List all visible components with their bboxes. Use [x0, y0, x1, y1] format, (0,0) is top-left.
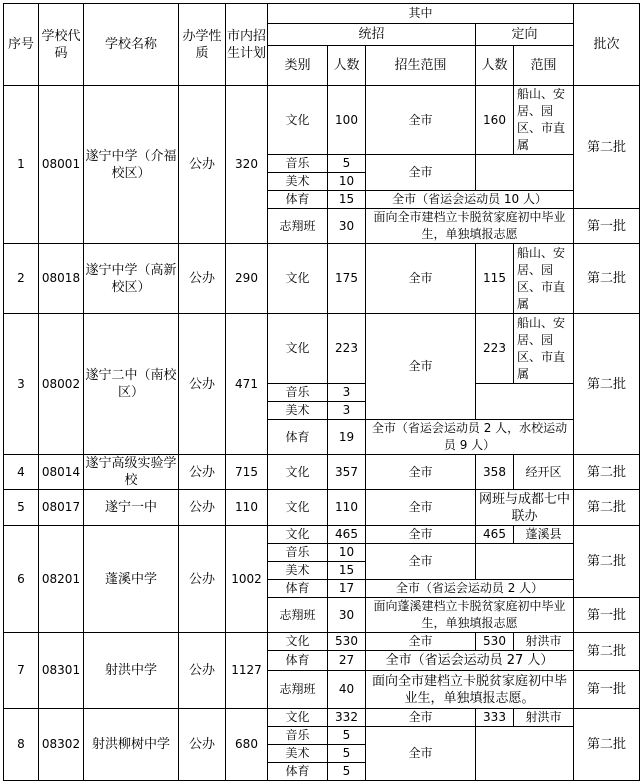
header-unified: 统招 — [268, 24, 476, 46]
cell-school-name: 遂宁中学（介福校区） — [84, 86, 179, 244]
cell-directed-empty — [476, 384, 574, 420]
header-row-1 — [4, 4, 640, 24]
cell-persons: 3 — [328, 384, 366, 402]
cell-seq: 3 — [4, 314, 39, 455]
cell-seq: 1 — [4, 86, 39, 244]
cell-school-name: 遂宁二中（南校区） — [84, 314, 179, 455]
cell-directed-persons: 530 — [476, 633, 514, 651]
cell-persons: 332 — [328, 709, 366, 727]
cell-persons: 5 — [328, 745, 366, 763]
cell-category: 文化 — [268, 314, 328, 384]
cell-category: 美术 — [268, 745, 328, 763]
cell-persons: 530 — [328, 633, 366, 651]
cell-directed-persons: 333 — [476, 709, 514, 727]
cell-scope: 全市 — [366, 86, 476, 155]
header-name: 学校名称 — [84, 4, 179, 86]
cell-category: 美术 — [268, 173, 328, 191]
cell-batch: 第一批 — [574, 209, 640, 244]
cell-code: 08017 — [39, 490, 84, 526]
cell-persons: 30 — [328, 598, 366, 633]
table-row — [4, 244, 640, 314]
cell-scope: 全市 — [366, 727, 476, 781]
cell-scope: 全市（省运会运动员 2 人） — [366, 580, 574, 598]
cell-directed-empty — [476, 544, 574, 580]
cell-persons: 19 — [328, 420, 366, 455]
cell-scope: 全市 — [366, 314, 476, 420]
cell-school-name: 遂宁中学（高新校区） — [84, 244, 179, 314]
cell-persons: 15 — [328, 191, 366, 209]
cell-category: 体育 — [268, 651, 328, 671]
cell-directed-persons: 358 — [476, 455, 514, 490]
cell-persons: 465 — [328, 526, 366, 544]
cell-scope: 面向全市建档立卡脱贫家庭初中毕业生，单独填报志愿。 — [366, 671, 574, 709]
cell-persons: 40 — [328, 671, 366, 709]
cell-directed-empty — [476, 727, 574, 781]
cell-category: 体育 — [268, 580, 328, 598]
cell-directed-persons: 115 — [476, 244, 514, 314]
cell-persons: 223 — [328, 314, 366, 384]
cell-category: 文化 — [268, 490, 328, 526]
cell-scope: 面向蓬溪建档立卡脱贫家庭初中毕业生，单独填报志愿 — [366, 598, 574, 633]
table-row — [4, 526, 640, 544]
table-row — [4, 455, 640, 490]
cell-seq: 8 — [4, 709, 39, 781]
cell-scope: 全市（省运会运动员 2 人，水校运动员 9 人） — [366, 420, 574, 455]
cell-batch: 第二批 — [574, 86, 640, 209]
cell-scope: 全市 — [366, 709, 476, 727]
cell-persons: 175 — [328, 244, 366, 314]
header-persons: 人数 — [328, 46, 366, 86]
cell-directed-note: 网班与成都七中联办 — [476, 490, 574, 526]
cell-scope: 面向全市建档立卡脱贫家庭初中毕业生，单独填报志愿 — [366, 209, 574, 244]
cell-directed-persons: 223 — [476, 314, 514, 384]
cell-code: 08201 — [39, 526, 84, 633]
cell-category: 体育 — [268, 191, 328, 209]
cell-directed-range: 船山、安居、园区、市直属 — [514, 244, 574, 314]
cell-persons: 30 — [328, 209, 366, 244]
cell-nature: 公办 — [179, 633, 226, 709]
cell-category: 体育 — [268, 420, 328, 455]
cell-plan: 290 — [226, 244, 268, 314]
cell-batch: 第二批 — [574, 490, 640, 526]
header-nature: 办学性质 — [179, 4, 226, 86]
cell-category: 音乐 — [268, 155, 328, 173]
cell-batch: 第二批 — [574, 709, 640, 781]
cell-scope: 全市 — [366, 155, 476, 191]
cell-batch: 第二批 — [574, 314, 640, 455]
cell-category: 音乐 — [268, 727, 328, 745]
cell-persons: 5 — [328, 763, 366, 781]
cell-school-name: 蓬溪中学 — [84, 526, 179, 633]
header-batch: 批次 — [574, 4, 640, 86]
cell-directed-range: 射洪市 — [514, 709, 574, 727]
table-row — [4, 314, 640, 384]
table-row — [4, 709, 640, 727]
cell-plan: 320 — [226, 86, 268, 244]
cell-code: 08002 — [39, 314, 84, 455]
cell-code: 08014 — [39, 455, 84, 490]
cell-category: 文化 — [268, 709, 328, 727]
cell-nature: 公办 — [179, 455, 226, 490]
cell-persons: 5 — [328, 155, 366, 173]
cell-category: 志翔班 — [268, 671, 328, 709]
cell-code: 08302 — [39, 709, 84, 781]
cell-directed-range: 蓬溪县 — [514, 526, 574, 544]
cell-category: 文化 — [268, 633, 328, 651]
cell-scope: 全市（省运会运动员 27 人） — [366, 651, 574, 671]
header-directed: 定向 — [476, 24, 574, 46]
table-row — [4, 633, 640, 651]
cell-scope: 全市 — [366, 544, 476, 580]
cell-scope: 全市 — [366, 244, 476, 314]
header-scope: 招生范围 — [366, 46, 476, 86]
cell-category: 美术 — [268, 402, 328, 420]
table-row — [4, 490, 640, 526]
cell-scope: 全市 — [366, 633, 476, 651]
cell-persons: 357 — [328, 455, 366, 490]
cell-nature: 公办 — [179, 490, 226, 526]
cell-category: 志翔班 — [268, 209, 328, 244]
cell-nature: 公办 — [179, 244, 226, 314]
cell-seq: 4 — [4, 455, 39, 490]
cell-seq: 5 — [4, 490, 39, 526]
cell-batch: 第一批 — [574, 671, 640, 709]
cell-directed-range: 船山、安居、园区、市直属 — [514, 86, 574, 155]
cell-category: 音乐 — [268, 384, 328, 402]
cell-nature: 公办 — [179, 526, 226, 633]
cell-directed-persons: 465 — [476, 526, 514, 544]
cell-persons: 5 — [328, 727, 366, 745]
cell-persons: 15 — [328, 562, 366, 580]
cell-persons: 110 — [328, 490, 366, 526]
cell-scope: 全市（省运会运动员 10 人） — [366, 191, 574, 209]
header-range: 范围 — [514, 46, 574, 86]
cell-batch: 第二批 — [574, 633, 640, 671]
cell-plan: 471 — [226, 314, 268, 455]
cell-category: 文化 — [268, 86, 328, 155]
cell-code: 08301 — [39, 633, 84, 709]
cell-persons: 3 — [328, 402, 366, 420]
cell-plan: 110 — [226, 490, 268, 526]
cell-category: 文化 — [268, 526, 328, 544]
cell-school-name: 遂宁一中 — [84, 490, 179, 526]
cell-category: 音乐 — [268, 544, 328, 562]
cell-category: 体育 — [268, 763, 328, 781]
cell-plan: 1002 — [226, 526, 268, 633]
cell-nature: 公办 — [179, 314, 226, 455]
enrollment-table — [3, 3, 640, 781]
cell-category: 文化 — [268, 244, 328, 314]
cell-seq: 6 — [4, 526, 39, 633]
cell-directed-empty — [476, 155, 574, 191]
cell-persons: 27 — [328, 651, 366, 671]
cell-plan: 715 — [226, 455, 268, 490]
cell-batch: 第二批 — [574, 526, 640, 598]
cell-category: 志翔班 — [268, 598, 328, 633]
cell-persons: 10 — [328, 544, 366, 562]
cell-batch: 第二批 — [574, 244, 640, 314]
cell-nature: 公办 — [179, 709, 226, 781]
cell-category: 美术 — [268, 562, 328, 580]
header-among: 其中 — [268, 4, 574, 24]
cell-category: 文化 — [268, 455, 328, 490]
cell-code: 08001 — [39, 86, 84, 244]
cell-school-name: 遂宁高级实验学校 — [85, 456, 177, 488]
header-persons-directed: 人数 — [476, 46, 514, 86]
cell-plan: 1127 — [226, 633, 268, 709]
cell-directed-persons: 160 — [476, 86, 514, 155]
cell-batch: 第一批 — [574, 598, 640, 633]
header-plan: 市内招生计划 — [226, 4, 268, 86]
header-category: 类别 — [268, 46, 328, 86]
cell-persons: 17 — [328, 580, 366, 598]
cell-seq: 7 — [4, 633, 39, 709]
cell-school-name: 射洪中学 — [84, 633, 179, 709]
table-row — [4, 86, 640, 155]
header-seq: 序号 — [4, 4, 39, 86]
cell-scope: 全市 — [366, 490, 476, 526]
cell-nature: 公办 — [179, 86, 226, 244]
cell-scope: 全市 — [366, 455, 476, 490]
cell-scope: 全市 — [366, 526, 476, 544]
cell-directed-range: 船山、安居、园区、市直属 — [514, 314, 574, 384]
cell-persons: 100 — [328, 86, 366, 155]
cell-directed-range: 经开区 — [514, 455, 574, 490]
cell-persons: 10 — [328, 173, 366, 191]
cell-directed-range: 射洪市 — [514, 633, 574, 651]
cell-batch: 第二批 — [574, 455, 640, 490]
cell-seq: 2 — [4, 244, 39, 314]
cell-plan: 680 — [226, 709, 268, 781]
cell-code: 08018 — [39, 244, 84, 314]
cell-school-name: 射洪柳树中学 — [84, 709, 179, 781]
header-code: 学校代码 — [39, 4, 84, 86]
